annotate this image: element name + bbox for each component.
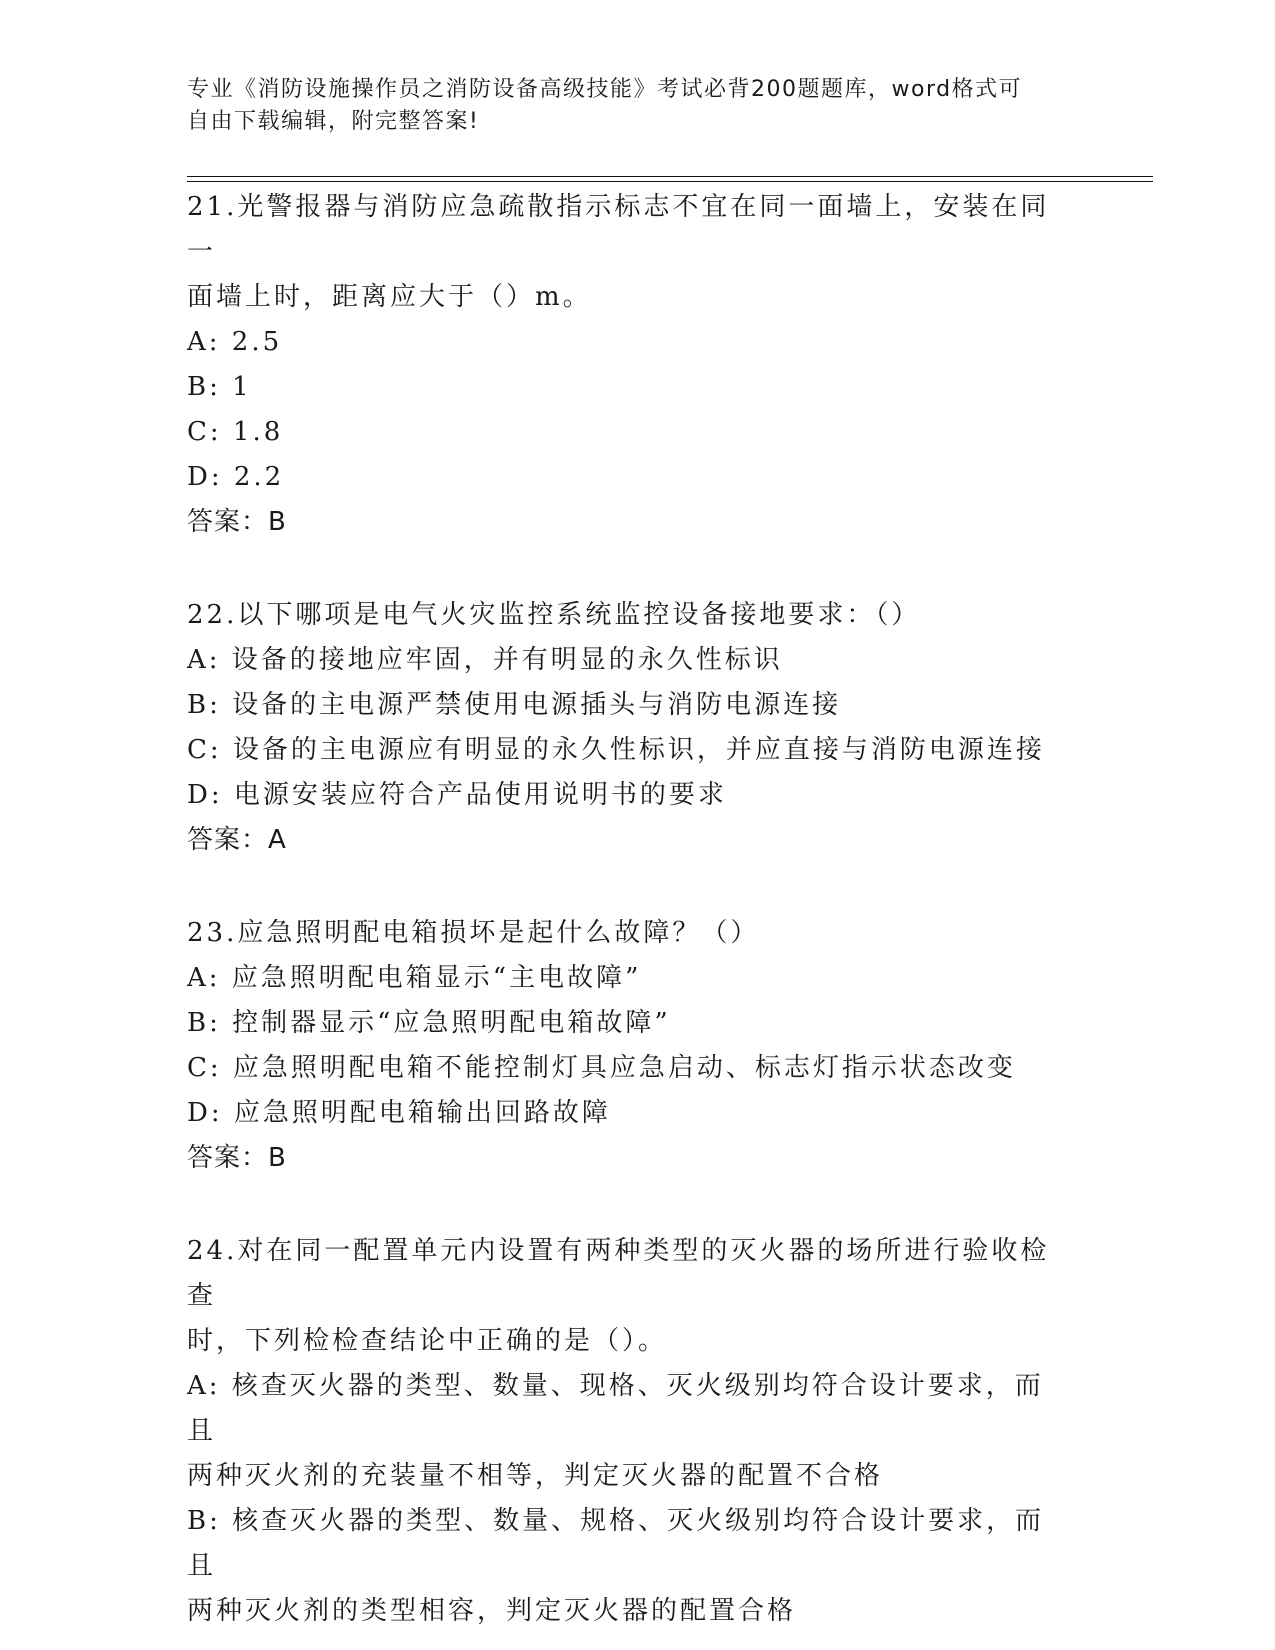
option-b-continued: 两种灭火剂的类型相容，判定灭火器的配置合格 xyxy=(187,1596,797,1626)
header-line-2: 自由下载编辑，附完整答案! xyxy=(187,109,480,134)
option-b: B: 控制器显示“应急照明配电箱故障” xyxy=(187,1008,671,1038)
option-d: D: 应急照明配电箱输出回路故障 xyxy=(187,1098,611,1128)
option-c: C: 设备的主电源应有明显的永久性标识，并应直接与消防电源连接 xyxy=(187,735,1045,765)
question-21 xyxy=(187,185,1067,545)
spacer xyxy=(187,863,1067,911)
option-d: D: 2.2 xyxy=(187,462,285,492)
option-b: B: 设备的主电源严禁使用电源插头与消防电源连接 xyxy=(187,690,842,720)
spacer xyxy=(187,545,1067,593)
question-stem: 21.光警报器与消防应急疏散指示标志不宜在同一面墙上，安装在同一 xyxy=(187,192,1050,267)
option-b: B: 核查灭火器的类型、数量、规格、灭火级别均符合设计要求，而且 xyxy=(187,1506,1045,1581)
question-22 xyxy=(187,593,1067,863)
answer: 答案：B xyxy=(187,1143,287,1173)
answer: 答案：A xyxy=(187,825,287,855)
option-c: C: 应急照明配电箱不能控制灯具应急启动、标志灯指示状态改变 xyxy=(187,1053,1016,1083)
header-line-1: 专业《消防设施操作员之消防设备高级技能》考试必背200题题库，word格式可 xyxy=(187,77,1023,102)
question-stem: 23.应急照明配电箱损坏是起什么故障？（） xyxy=(187,918,760,948)
option-a: A: 设备的接地应牢固，并有明显的永久性标识 xyxy=(187,645,783,675)
document-header xyxy=(187,74,1067,138)
header-divider-bottom xyxy=(187,181,1153,182)
option-a: A: 核查灭火器的类型、数量、现格、灭火级别均符合设计要求，而且 xyxy=(187,1371,1044,1446)
option-d: D: 电源安装应符合产品使用说明书的要求 xyxy=(187,780,727,810)
spacer xyxy=(187,1181,1067,1229)
answer: 答案：B xyxy=(187,507,287,537)
question-stem-continued: 面墙上时，距离应大于（）m。 xyxy=(187,282,592,312)
question-stem: 22.以下哪项是电气火灾监控系统监控设备接地要求：（） xyxy=(187,600,921,630)
option-a: A: 应急照明配电箱显示“主电故障” xyxy=(187,963,642,993)
header-divider-top xyxy=(187,176,1153,177)
question-24 xyxy=(187,1229,1067,1634)
option-a: A: 2.5 xyxy=(187,327,283,357)
option-c: C: 1.8 xyxy=(187,417,284,447)
question-stem-continued: 时，下列检检查结论中正确的是（）。 xyxy=(187,1326,668,1356)
question-23 xyxy=(187,911,1067,1181)
option-a-continued: 两种灭火剂的充装量不相等，判定灭火器的配置不合格 xyxy=(187,1461,884,1491)
option-b: B: 1 xyxy=(187,372,252,402)
question-list xyxy=(187,185,1067,1634)
question-stem: 24.对在同一配置单元内设置有两种类型的灭火器的场所进行验收检查 xyxy=(187,1236,1050,1311)
